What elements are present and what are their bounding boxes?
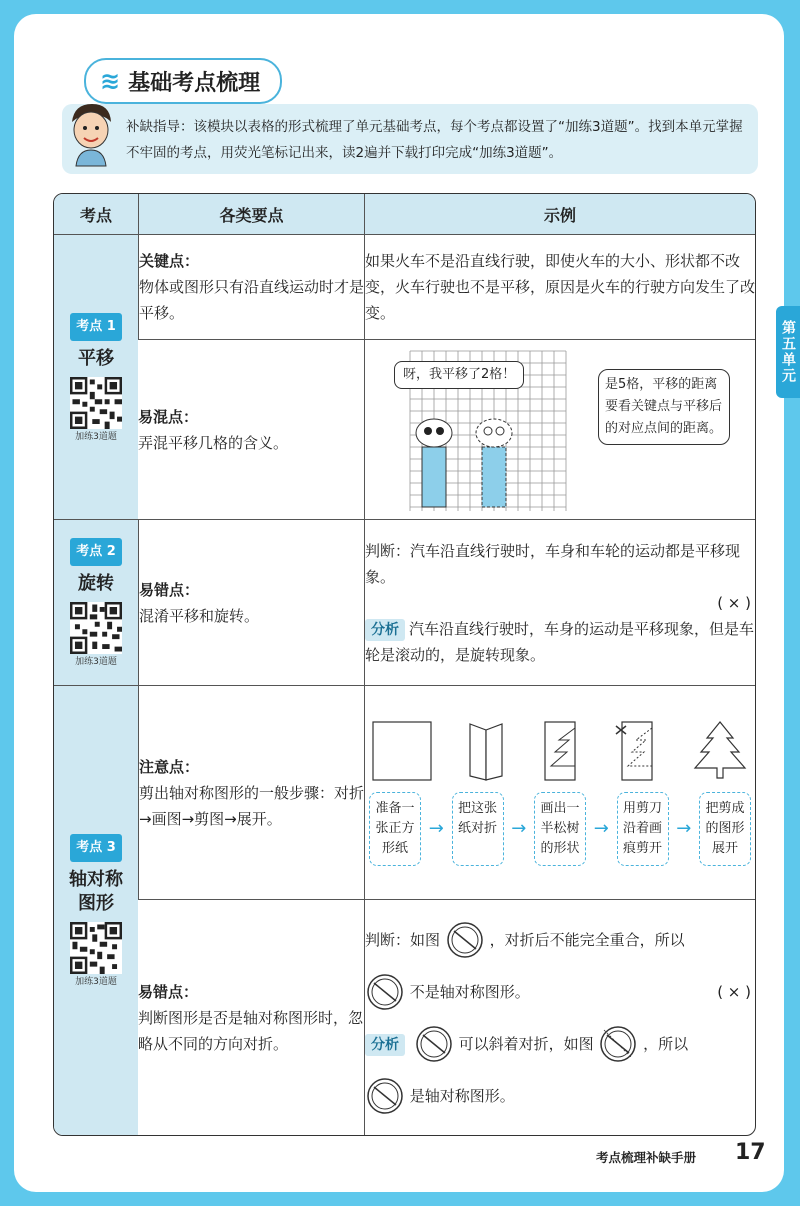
points-cell [138,899,364,1135]
boy-avatar-icon [64,100,118,168]
points-cell [138,339,364,519]
qr-code-icon[interactable] [70,922,122,974]
point-title: 易错点： [139,580,200,599]
points-cell [138,519,364,685]
paper-cut-shapes [365,720,755,782]
circle-diagonal-fold-icon [598,1024,638,1064]
analysis-block [365,1018,755,1070]
judge-text: ，对折后不能完全重合，所以 [489,930,685,949]
table-row [54,899,755,1135]
speech-bubble: 是5格，平移的距离要看关键点与平移后的对应点间的距离。 [598,369,730,445]
kp-cell-2 [54,519,138,685]
kp-name: 轴对称图形 [69,869,123,914]
kp-badge: 考点 3 [70,834,122,862]
folded-paper-icon [466,720,506,782]
speech-bubble: 呀，我平移了2格！ [394,361,524,389]
analysis-text: 是轴对称图形。 [409,1086,515,1105]
point-text: 弄混平移几格的含义。 [138,433,289,452]
translation-figure [380,345,740,515]
point-text: 判断图形是否是轴对称图形时，忽略从不同的方向对折。 [138,1008,364,1053]
guide-text: 补缺指导：该模块以表格的形式梳理了单元基础考点，每个考点都设置了“加练3道题”。找到本单元掌握不牢固的考点，用荧光笔标记出来，读2遍并下载打印完成“加练3道题”。 [126,119,743,161]
analysis-label: 分析 [365,1034,405,1056]
scissors-cut-icon [612,720,658,782]
analysis-label: 分析 [365,619,405,641]
arrow-right-icon: → [593,817,609,839]
example-cell [364,519,755,685]
point-title: 易错点： [138,982,199,1001]
step-box: 准备一张正方形纸 [369,792,421,866]
table-row [54,235,755,339]
judge-text: 判断：汽车沿直线行驶时，车身和车轮的运动都是平移现象。 [365,541,741,586]
example-cell [364,235,755,339]
qr-label: 加练3道题 [75,431,117,442]
header-kp: 考点 [54,194,138,235]
analysis-text: 可以斜着对折，如图 [458,1034,594,1053]
arrow-right-icon: → [676,817,692,839]
header-points: 各类要点 [138,194,364,235]
point-title: 关键点： [139,252,200,270]
point-title: 注意点： [139,757,200,776]
kp-cell-1 [54,235,138,519]
qr-code-icon[interactable] [70,377,122,429]
kp-name: 旋转 [78,573,114,594]
judge-line [365,966,755,1018]
footer-title: 考点梳理补缺手册 [596,1150,697,1165]
verdict: ( × ) [717,593,751,612]
table-row [54,519,755,685]
example-cell [364,339,755,519]
example-cell [364,899,755,1135]
kp-name: 平移 [78,347,114,369]
point-text: 剪出轴对称图形的一般步骤：对折→画图→剪图→展开。 [139,783,365,828]
arrow-right-icon: → [428,817,444,839]
point-text: 混淆平移和旋转。 [139,606,260,625]
header-example: 示例 [364,194,755,235]
judge-line [365,914,755,966]
kp-cell-3 [54,685,138,1135]
kp-badge: 考点 1 [70,313,122,341]
circle-shape-icon [365,972,405,1012]
qr-label: 加练3道题 [75,977,117,987]
page-number: 17 [735,1140,766,1165]
kp-badge: 考点 2 [70,538,122,566]
table-row [54,685,755,899]
step-box: 画出一半松树的形状 [534,792,586,866]
qr-label: 加练3道题 [75,657,117,667]
table-row [54,339,755,519]
circle-shape-icon [414,1024,454,1064]
half-tree-drawing-icon [539,720,579,782]
judge-text: 判断：如图 [365,930,441,949]
analysis-line [365,1070,755,1122]
analysis-text: 汽车沿直线行驶时，车身的运动是平移现象，但是车轮是滚动的，是旋转现象。 [365,619,755,664]
circle-shape-icon [445,920,485,960]
points-cell [138,235,364,339]
points-cell [138,685,364,899]
analysis-text: ，所以 [643,1034,689,1053]
point-title: 易混点： [138,407,199,426]
wave-icon: ≋ [100,67,121,95]
example-text: 如果火车不是沿直线行驶，即使火车的大小、形状都不改变，火车行驶也不是平移，原因是火车的行驶方向发生了改变。 [365,252,756,322]
arrow-right-icon: → [511,817,527,839]
judge-text: 不是轴对称图形。 [409,982,530,1001]
qr-code-icon[interactable] [70,602,122,654]
unit-side-tab: 第五单元 [776,306,800,398]
pine-tree-icon [691,720,749,782]
section-title-text: 基础考点梳理 [128,70,261,96]
step-box: 用剪刀沿着画痕剪开 [617,792,669,866]
point-text: 物体或图形只有沿直线运动时才是平移。 [139,278,365,322]
step-box: 把剪成的图形展开 [699,792,751,866]
cut-steps [365,792,755,866]
square-paper-icon [371,720,433,782]
analysis-block [365,616,755,668]
table-header-row [54,194,755,235]
section-title [84,58,282,104]
circle-shape-icon [365,1076,405,1116]
knowledge-table [53,193,756,1136]
step-box: 把这张纸对折 [452,792,504,866]
verdict: ( × ) [717,982,751,1001]
example-cell [364,685,755,899]
